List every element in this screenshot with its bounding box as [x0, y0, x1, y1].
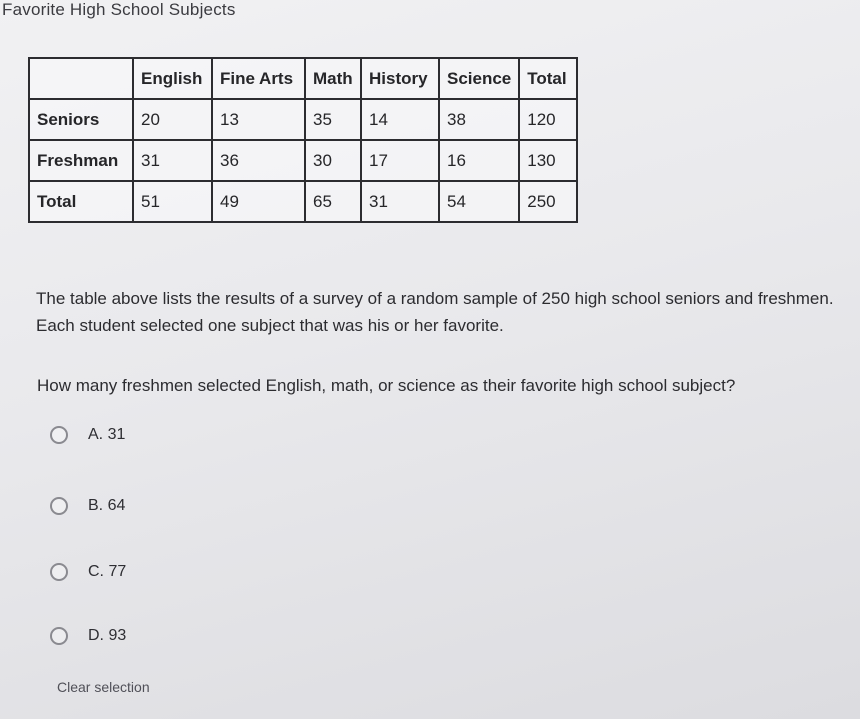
- table-header-english: English: [133, 58, 212, 99]
- answer-option-c[interactable]: [50, 563, 126, 581]
- question-text: How many freshmen selected English, math, or science as their favorite high school subject?: [37, 376, 736, 395]
- table-cell: 30: [305, 140, 361, 181]
- answer-option-label: B. 64: [88, 497, 126, 514]
- table-row-label: Total: [29, 181, 133, 222]
- table-cell: 36: [212, 140, 305, 181]
- table-cell: 120: [519, 99, 577, 140]
- answer-option-d[interactable]: [50, 627, 126, 645]
- radio-button-b[interactable]: [50, 497, 68, 515]
- table-row: [29, 140, 577, 181]
- table-row-label: Freshman: [29, 140, 133, 181]
- table-cell: 49: [212, 181, 305, 222]
- table-row: [29, 99, 577, 140]
- table-header-row: [29, 58, 577, 99]
- table-cell: 17: [361, 140, 439, 181]
- table-cell: 31: [133, 140, 212, 181]
- table-cell: 13: [212, 99, 305, 140]
- answer-option-label: A. 31: [88, 426, 126, 443]
- table-header-fine-arts: Fine Arts: [212, 58, 305, 99]
- table-cell: 54: [439, 181, 519, 222]
- survey-table: [28, 57, 578, 223]
- clear-selection-link[interactable]: Clear selection: [57, 679, 150, 695]
- table-header-corner: [29, 58, 133, 99]
- radio-button-a[interactable]: [50, 426, 68, 444]
- table-cell: 38: [439, 99, 519, 140]
- table-cell: 130: [519, 140, 577, 181]
- table-header-total: Total: [519, 58, 577, 99]
- problem-description: The table above lists the results of a survey of a random sample of 250 high school seniors and freshmen. Each student selected one subject that was his or her favorite.: [36, 289, 834, 335]
- page-title: Favorite High School Subjects: [2, 0, 236, 19]
- table-cell: 31: [361, 181, 439, 222]
- table-header-science: Science: [439, 58, 519, 99]
- table-row-label: Seniors: [29, 99, 133, 140]
- table-cell: 20: [133, 99, 212, 140]
- table-cell: 51: [133, 181, 212, 222]
- answer-option-b[interactable]: [50, 497, 125, 515]
- table-cell: 65: [305, 181, 361, 222]
- answer-option-label: D. 93: [88, 627, 127, 644]
- radio-button-d[interactable]: [50, 627, 68, 645]
- table-cell: 14: [361, 99, 439, 140]
- table-row: [29, 181, 577, 222]
- answer-option-label: C. 77: [88, 563, 127, 580]
- table-cell: 35: [305, 99, 361, 140]
- table-cell: 16: [439, 140, 519, 181]
- answer-option-a[interactable]: [50, 426, 125, 444]
- table-header-math: Math: [305, 58, 361, 99]
- radio-button-c[interactable]: [50, 563, 68, 581]
- table-header-history: History: [361, 58, 439, 99]
- table-cell: 250: [519, 181, 577, 222]
